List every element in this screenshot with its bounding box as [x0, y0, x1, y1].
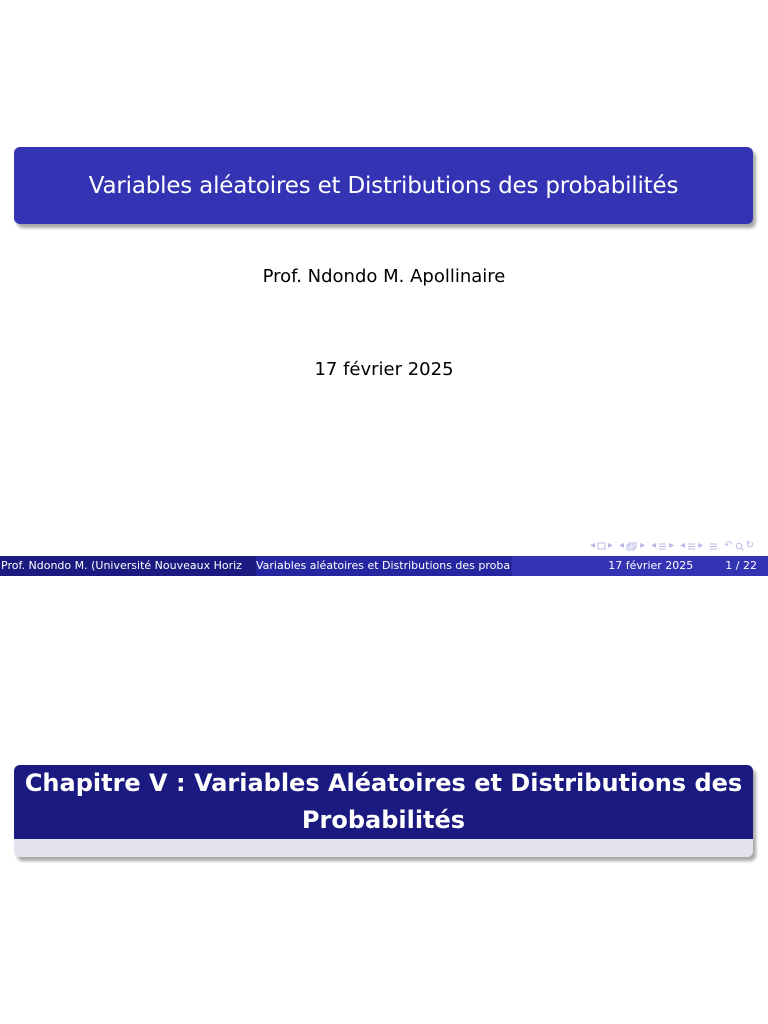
frame-nav-icon[interactable]: ◂ ▸ [619, 540, 646, 551]
chapter-header [14, 765, 753, 839]
presentation-date: 17 février 2025 [314, 359, 454, 380]
slide-nav-icon[interactable]: ◂ ▸ [589, 540, 614, 551]
footline-title: Variables aléatoires et Distributions des proba [256, 556, 512, 576]
search-icon[interactable]: ↶ ↻ [724, 540, 754, 551]
author-name: Prof. Ndondo M. Apollinaire [262, 266, 506, 287]
page-number: 1 / 22 [725, 559, 757, 572]
subsection-nav-icon[interactable]: ◂ ▸ [651, 540, 675, 551]
footline-date: 17 février 2025 [608, 559, 694, 572]
footline-right [512, 556, 768, 576]
section-nav-icon[interactable]: ◂ ▸ [680, 540, 704, 551]
chapter-slide [0, 576, 768, 1024]
footline [0, 556, 768, 576]
chapter-title: Chapitre V : Variables Aléatoires et Distributions des Probabilités [24, 769, 743, 834]
chapter-block [14, 765, 753, 857]
title-block [14, 147, 753, 224]
document-nav-icon[interactable] [709, 542, 718, 551]
navigation-symbols [590, 539, 754, 553]
footline-author: Prof. Ndondo M. (Université Nouveaux Horiz [0, 556, 256, 576]
chapter-block-body [14, 839, 753, 857]
presentation-title: Variables aléatoires et Distributions des probabilités [88, 172, 679, 199]
